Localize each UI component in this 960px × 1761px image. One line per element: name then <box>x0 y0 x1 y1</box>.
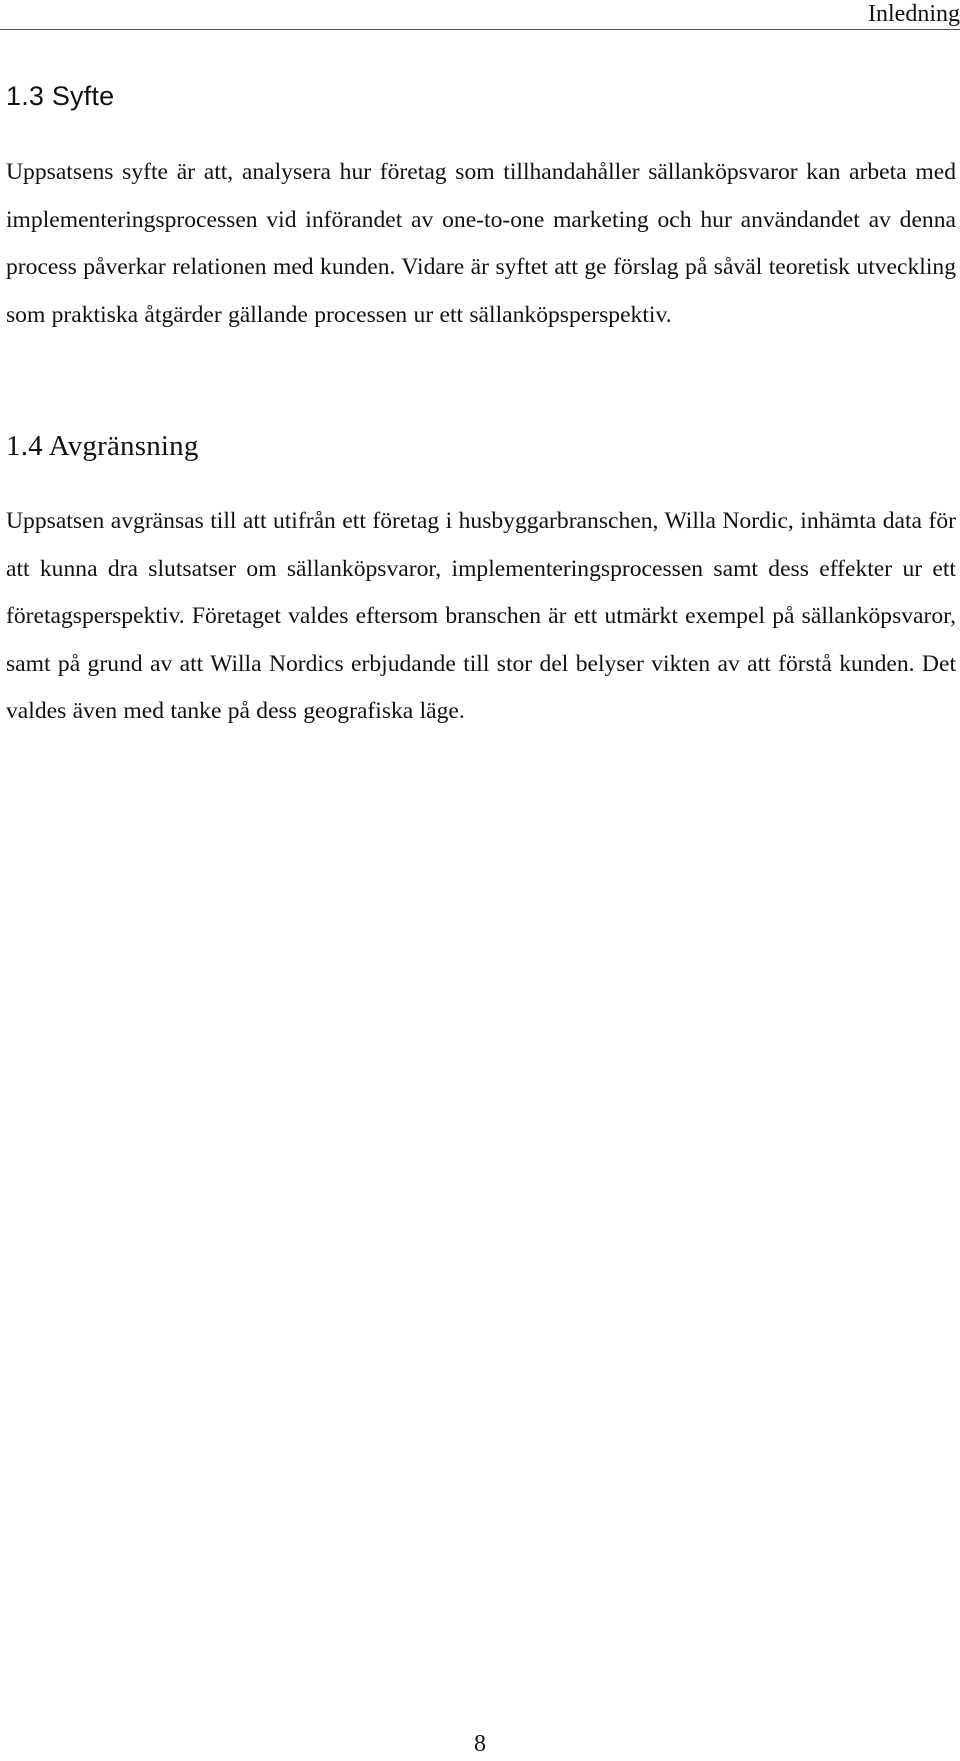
section-syfte <box>6 80 956 339</box>
section-paragraph-avgransning: Uppsatsen avgränsas till att utifrån ett företag i husbyggarbranschen, Willa Nordic, inhämta data för att kunna dra slutsatser om sällanköpsvaror, implementeringsprocessen samt dess effekter ur ett företagsperspektiv. Företaget valdes eftersom branschen är ett utmärkt exempel på sällanköpsvaror, samt på grund av att Willa Nordics erbjudande till stor del belyser vikten av att förstå kunden. Det valdes även med tanke på dess geografiska läge. <box>6 508 956 724</box>
section-heading-avgransning: 1.4 Avgränsning <box>6 430 199 462</box>
running-header-title: Inledning <box>868 1 960 27</box>
section-paragraph-syfte: Uppsatsens syfte är att, analysera hur företag som tillhandahåller sällanköpsvaror kan arbeta med implementeringsprocessen vid införandet av one-to-one marketing och hur användandet av denna process påverkar relationen med kunden. Vidare är syftet att ge förslag på såväl teoretisk utveckling som praktiska åtgärder gällande processen ur ett sällanköpsperspektiv. <box>6 159 956 328</box>
running-header <box>0 0 960 30</box>
page-number: 8 <box>474 1731 486 1757</box>
section-avgransning <box>6 430 956 736</box>
section-heading-syfte: 1.3 Syfte <box>6 81 115 111</box>
